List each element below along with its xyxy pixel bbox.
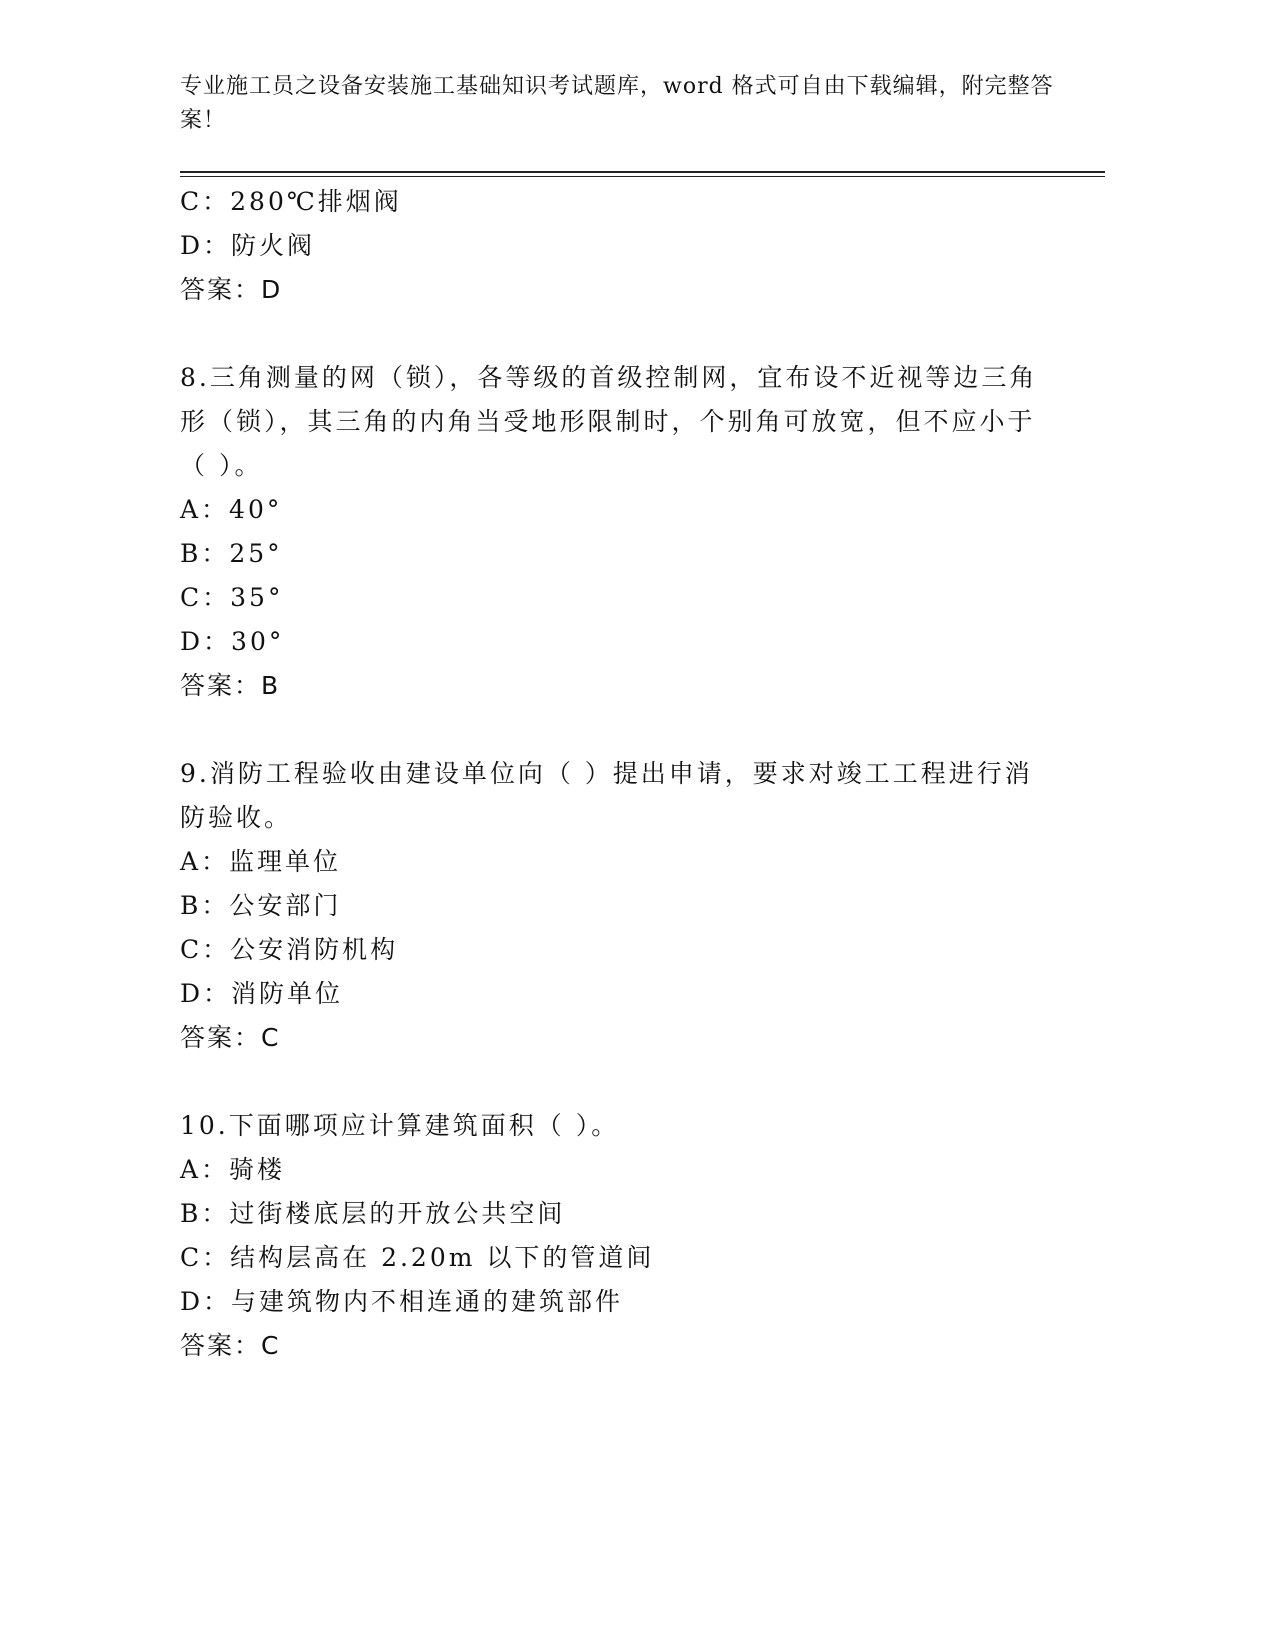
option-b: B：过街楼底层的开放公共空间 [180,1199,566,1228]
question-7-continued [180,180,1060,312]
header-rule-thick [180,171,1105,173]
option-a: A：骑楼 [180,1155,286,1184]
option-d: D：与建筑物内不相连通的建筑部件 [180,1287,624,1316]
question-9 [180,752,1060,1060]
option-c: C：公安消防机构 [180,935,399,964]
option-b: B：25° [180,539,283,568]
document-body [180,180,1060,1368]
option-d: D：防火阀 [180,231,316,260]
answer-line: 答案：C [180,1023,281,1052]
option-c: C：35° [180,583,284,612]
option-c: C：结构层高在 2.20m 以下的管道间 [180,1243,655,1272]
option-d: D：30° [180,627,285,656]
document-header: 专业施工员之设备安装施工基础知识考试题库，word 格式可自由下载编辑，附完整答案！ [180,74,1054,133]
question-stem: 10.下面哪项应计算建筑面积（ ）。 [180,1111,620,1140]
option-d: D：消防单位 [180,979,344,1008]
option-c: C：280℃排烟阀 [180,187,402,216]
question-8 [180,356,1060,708]
answer-line: 答案：D [180,275,283,304]
answer-line: 答案：C [180,1331,281,1360]
answer-line: 答案：B [180,671,281,700]
question-stem: 9.消防工程验收由建设单位向（ ）提出申请，要求对竣工工程进行消防验收。 [180,759,1033,832]
option-b: B：公安部门 [180,891,342,920]
header-rule-thin [180,176,1105,177]
question-stem: 8.三角测量的网（锁），各等级的首级控制网，宜布设不近视等边三角形（锁），其三角的内角当受地形限制时，个别角可放宽，但不应小于（ ）。 [180,363,1038,480]
question-10 [180,1104,1060,1368]
option-a: A：40° [180,495,283,524]
option-a: A：监理单位 [180,847,342,876]
